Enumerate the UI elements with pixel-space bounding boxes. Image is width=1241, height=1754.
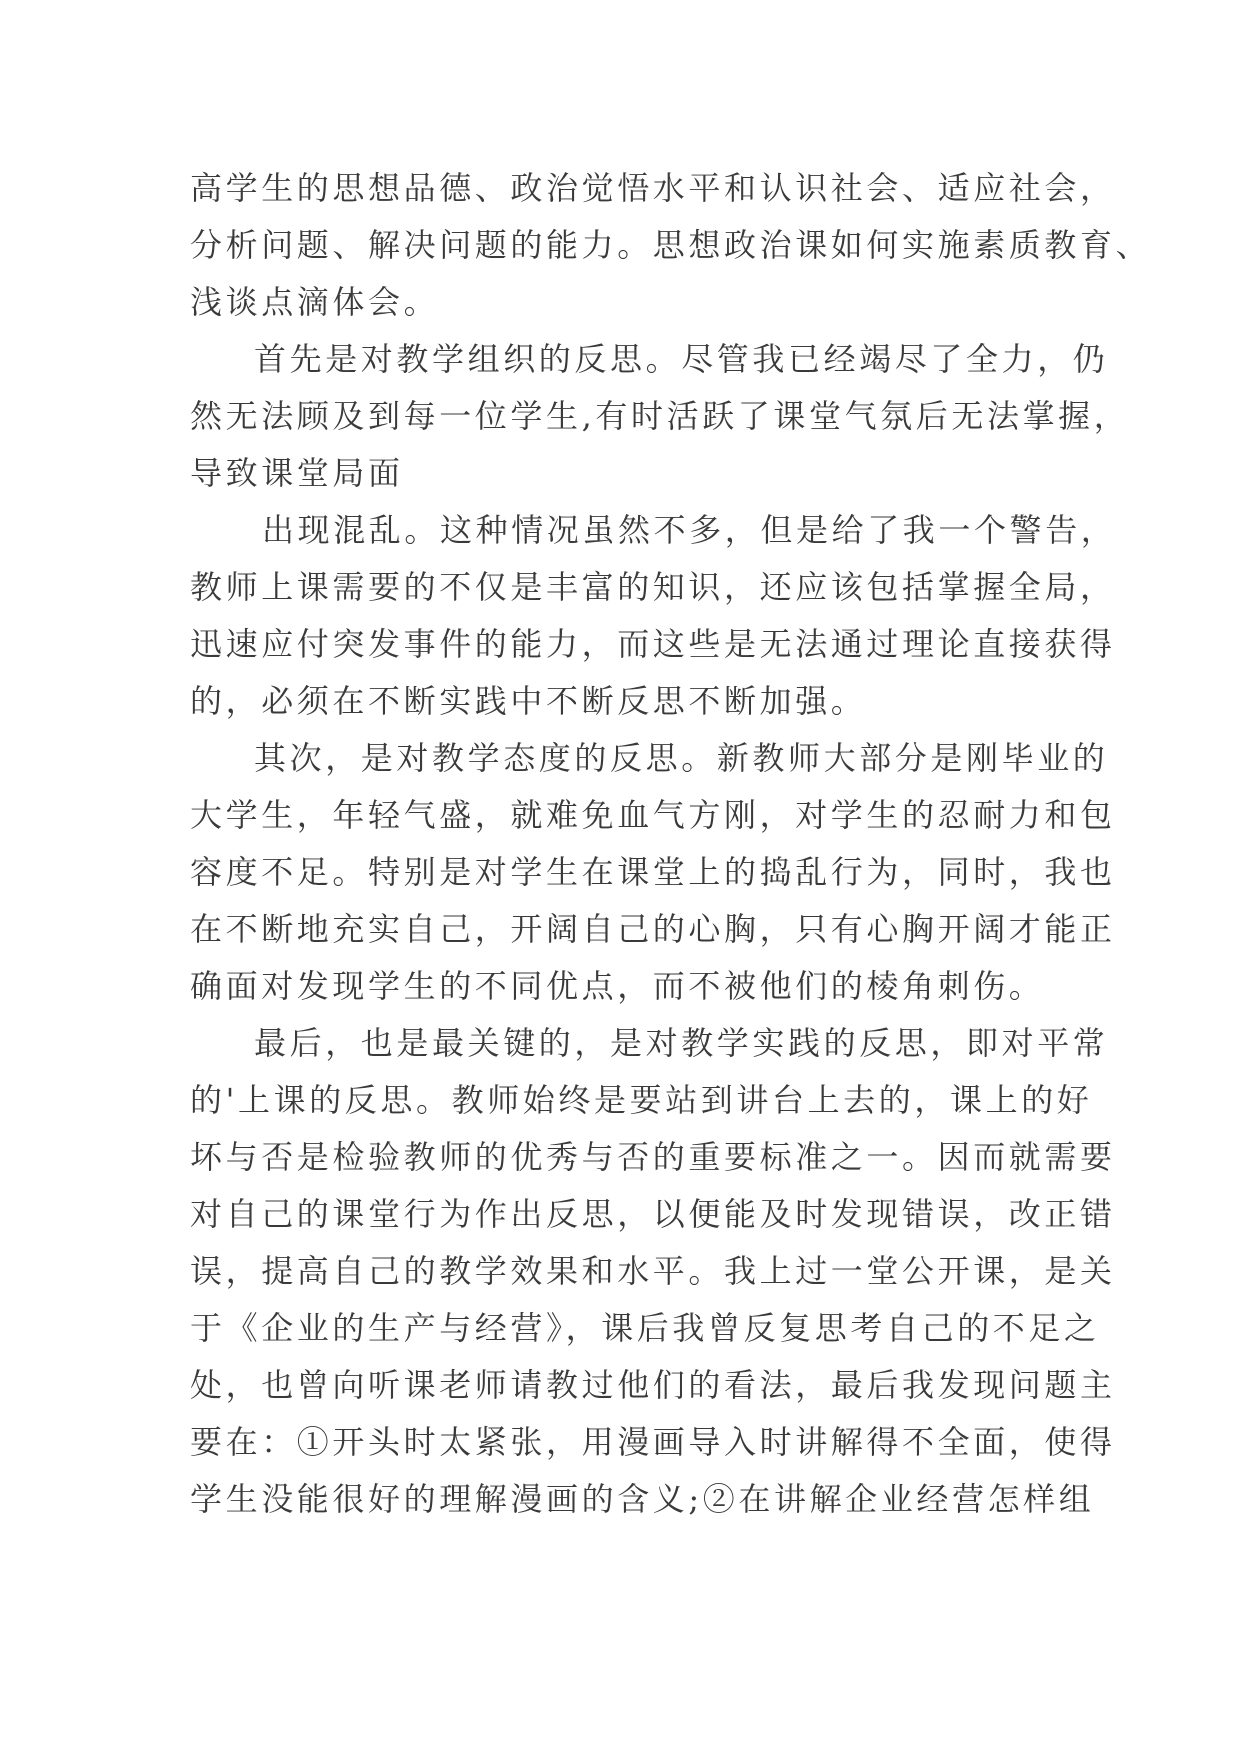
text-line: 大学生，年轻气盛，就难免血气方刚，对学生的忍耐力和包 [190,796,1116,834]
text-line: 最后，也是最关键的，是对教学实践的反思，即对平常 [254,1024,1109,1062]
text-line: 学生没能很好的理解漫画的含义;②在讲解企业经营怎样组 [190,1480,1095,1518]
text-line: 处，也曾向听课老师请教过他们的看法，最后我发现问题主 [190,1366,1116,1404]
text-line: 于《企业的生产与经营》，课后我曾反复思考自己的不足之 [190,1309,1100,1347]
text-line: 要在：①开头时太紧张，用漫画导入时讲解得不全面，使得 [190,1423,1116,1461]
text-line: 对自己的课堂行为作出反思，以便能及时发现错误，改正错 [190,1195,1116,1233]
text-line: 在不断地充实自己，开阔自己的心胸，只有心胸开阔才能正 [190,910,1116,948]
text-line: 浅谈点滴体会。 [190,283,440,321]
text-line: 确面对发现学生的不同优点，而不被他们的棱角刺伤。 [190,967,1045,1005]
paragraph-1 [190,160,1152,331]
text-line: 首先是对教学组织的反思。尽管我已经竭尽了全力，仍 [254,340,1109,378]
text-line: 出现混乱。这种情况虽然不多，但是给了我一个警告， [262,511,1117,549]
text-line: 容度不足。特别是对学生在课堂上的捣乱行为，同时，我也 [190,853,1116,891]
text-line: 迅速应付突发事件的能力，而这些是无法通过理论直接获得 [190,625,1116,663]
paragraph-4 [190,730,1116,1015]
text-line: 的，必须在不断实践中不断反思不断加强。 [190,682,867,720]
text-line: 分析问题、解决问题的能力。思想政治课如何实施素质教育、 [190,226,1152,264]
paragraph-2 [190,331,1130,502]
text-line: 高学生的思想品德、政治觉悟水平和认识社会、适应社会， [190,169,1116,207]
text-line: 教师上课需要的不仅是丰富的知识，还应该包括掌握全局， [190,568,1116,606]
paragraph-5 [190,1015,1116,1528]
text-line: 坏与否是检验教师的优秀与否的重要标准之一。因而就需要 [190,1138,1116,1176]
paragraph-3 [190,502,1117,730]
text-line: 的'上课的反思。教师始终是要站到讲台上去的，课上的好 [190,1081,1093,1119]
text-line: 误，提高自己的教学效果和水平。我上过一堂公开课，是关 [190,1252,1116,1290]
document-page [190,160,1152,1528]
text-line: 其次，是对教学态度的反思。新教师大部分是刚毕业的 [254,739,1109,777]
text-line: 导致课堂局面 [190,454,404,492]
text-line: 然无法顾及到每一位学生,有时活跃了课堂气氛后无法掌握， [190,397,1130,435]
